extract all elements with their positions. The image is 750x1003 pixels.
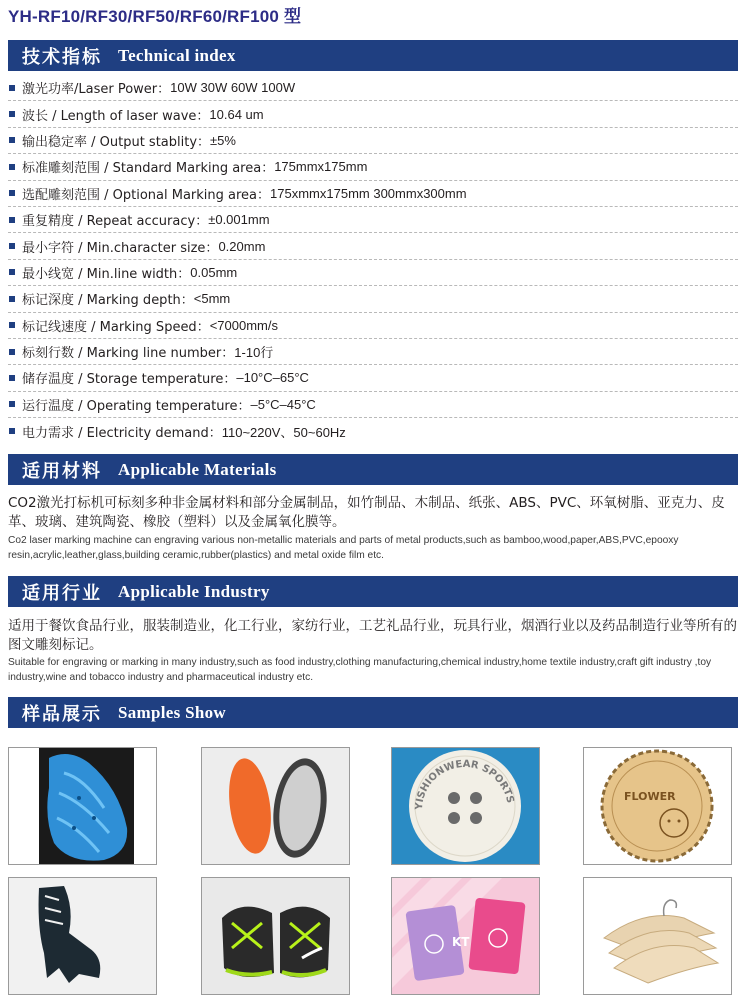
spec-row-min-character <box>8 233 738 259</box>
section-header-materials <box>8 454 738 485</box>
button-image <box>392 748 539 864</box>
spec-value: 10W 30W 60W 100W <box>170 80 296 96</box>
spec-label: 标准雕刻范围 / Standard Marking area： <box>22 161 275 177</box>
spec-row-laser-power <box>8 75 738 101</box>
spec-value: 175xmmx175mm 300mmx300mm <box>270 185 467 201</box>
spec-value: 1-10行 <box>234 345 274 361</box>
bullet-icon <box>9 137 15 143</box>
spec-row-marking-speed <box>8 313 738 339</box>
leather-cut-image <box>9 878 156 994</box>
spec-value: 10.64 um <box>209 106 264 122</box>
insole-image <box>202 748 349 864</box>
section-title-en: Technical index <box>118 45 236 65</box>
bullet-icon <box>9 217 15 223</box>
sample-blue-shoe-upper <box>8 747 157 865</box>
sample-insoles <box>201 747 350 865</box>
section-title-en: Applicable Materials <box>118 459 277 479</box>
spec-value: 0.05mm <box>190 264 238 280</box>
spec-row-wavelength <box>8 101 738 127</box>
section-header-samples <box>8 697 738 728</box>
spec-value: 0.20mm <box>218 238 266 254</box>
section-header-industry <box>8 576 738 607</box>
spec-list <box>8 75 738 444</box>
coaster-engraving-text: FLOWER <box>624 790 676 803</box>
materials-text-zh: CO2激光打标机可标刻多种非金属材料和部分金属制品，如竹制品、木制品、纸张、ABS、PVC、环氧树脂、亚克力、皮革、玻璃、建筑陶瓷、橡胶（塑料）以及金属氧化膜等。 <box>8 495 725 530</box>
blue-shoe-image <box>9 748 156 864</box>
spec-row-marking-depth <box>8 286 738 312</box>
industry-text-en: Suitable for engraving or marking in many industry,such as food industry,clothing manufacturing,chemical industry,home textile industry,craft gift industry ,toy industry,wine and tobacco industry and pharmaceutical industry etc. <box>8 657 712 683</box>
bullet-icon <box>9 401 15 407</box>
spec-row-storage-temp <box>8 365 738 391</box>
sample-wood-coaster <box>583 747 732 865</box>
hangers-image <box>584 878 731 994</box>
spec-label: 电力需求 / Electricity demand： <box>22 425 222 441</box>
spec-label: 最小线宽 / Min.line width： <box>22 266 191 282</box>
spec-row-standard-area <box>8 154 738 180</box>
bullet-icon <box>9 164 15 170</box>
document-title: YH-RF10/RF30/RF50/RF60/RF100 型 <box>8 7 302 26</box>
spec-label: 标刻行数 / Marking line number： <box>22 346 235 362</box>
spec-row-repeat-accuracy <box>8 207 738 233</box>
bullet-icon <box>9 349 15 355</box>
spec-label: 标记线速度 / Marking Speed： <box>22 319 210 335</box>
sneakers-image <box>202 878 349 994</box>
bullet-icon <box>9 111 15 117</box>
section-title-zh: 适用材料 <box>22 460 102 482</box>
section-header-technical <box>8 40 738 71</box>
spec-value: <5mm <box>193 291 231 307</box>
spec-value: ±5% <box>210 132 236 148</box>
spec-value: 175mmx175mm <box>274 159 368 175</box>
sample-button <box>391 747 540 865</box>
sample-wooden-hangers <box>583 877 732 995</box>
section-title-zh: 样品展示 <box>22 703 102 725</box>
bullet-icon <box>9 85 15 91</box>
section-title-en: Samples Show <box>118 702 226 722</box>
section-title-en: Applicable Industry <box>118 581 270 601</box>
spec-label: 激光功率/Laser Power： <box>22 82 171 98</box>
tag-engraving-text: KT <box>452 935 470 949</box>
spec-label: 输出稳定率 / Output stablity： <box>22 134 211 150</box>
spec-row-min-line-width <box>8 260 738 286</box>
spec-label: 标记深度 / Marking depth： <box>22 293 194 309</box>
spec-label: 运行温度 / Operating temperature： <box>22 398 251 414</box>
bullet-icon <box>9 428 15 434</box>
spec-value: –5°C–45°C <box>250 396 316 412</box>
bullet-icon <box>9 322 15 328</box>
sample-felt-tags <box>391 877 540 995</box>
bullet-icon <box>9 296 15 302</box>
section-title-zh: 技术指标 <box>22 46 102 68</box>
spec-row-line-number <box>8 339 738 365</box>
spec-row-stability <box>8 128 738 154</box>
spec-label: 最小字符 / Min.character size： <box>22 240 219 256</box>
industry-text-zh: 适用于餐饮食品行业，服装制造业，化工行业，家纺行业，工艺礼品行业，玩具行业，烟酒行业以及药品制造行业等所有的图文雕刻标记。 <box>8 618 737 653</box>
sample-leather-shoe-cut <box>8 877 157 995</box>
bullet-icon <box>9 190 15 196</box>
bullet-icon <box>9 243 15 249</box>
materials-text-en: Co2 laser marking machine can engraving various non-metallic materials and parts of metal products,such as bamboo,wood,paper,ABS,PVC,epooxy resin,acrylic,leather,glass,building ceramic,rubber(plastics) and metal oxide film etc. <box>8 535 679 561</box>
bullet-icon <box>9 375 15 381</box>
spec-row-optional-area <box>8 181 738 207</box>
spec-label: 选配雕刻范围 / Optional Marking area： <box>22 187 271 203</box>
spec-value: 110~220V、50~60Hz <box>221 424 346 440</box>
spec-row-electricity <box>8 418 738 444</box>
spec-value: <7000mm/s <box>209 317 278 333</box>
felt-tags-image <box>392 878 539 994</box>
sample-sneakers <box>201 877 350 995</box>
spec-label: 波长 / Length of laser wave： <box>22 108 210 124</box>
bullet-icon <box>9 269 15 275</box>
spec-value: ±0.001mm <box>208 212 270 228</box>
spec-row-operating-temp <box>8 392 738 418</box>
coaster-image <box>584 748 731 864</box>
spec-label: 重复精度 / Repeat accuracy： <box>22 214 209 230</box>
spec-label: 储存温度 / Storage temperature： <box>22 372 237 388</box>
section-title-zh: 适用行业 <box>22 582 102 604</box>
spec-value: –10°C–65°C <box>236 370 309 386</box>
button-engraving-text: YISHIONWEAR SPORTS <box>413 758 516 811</box>
